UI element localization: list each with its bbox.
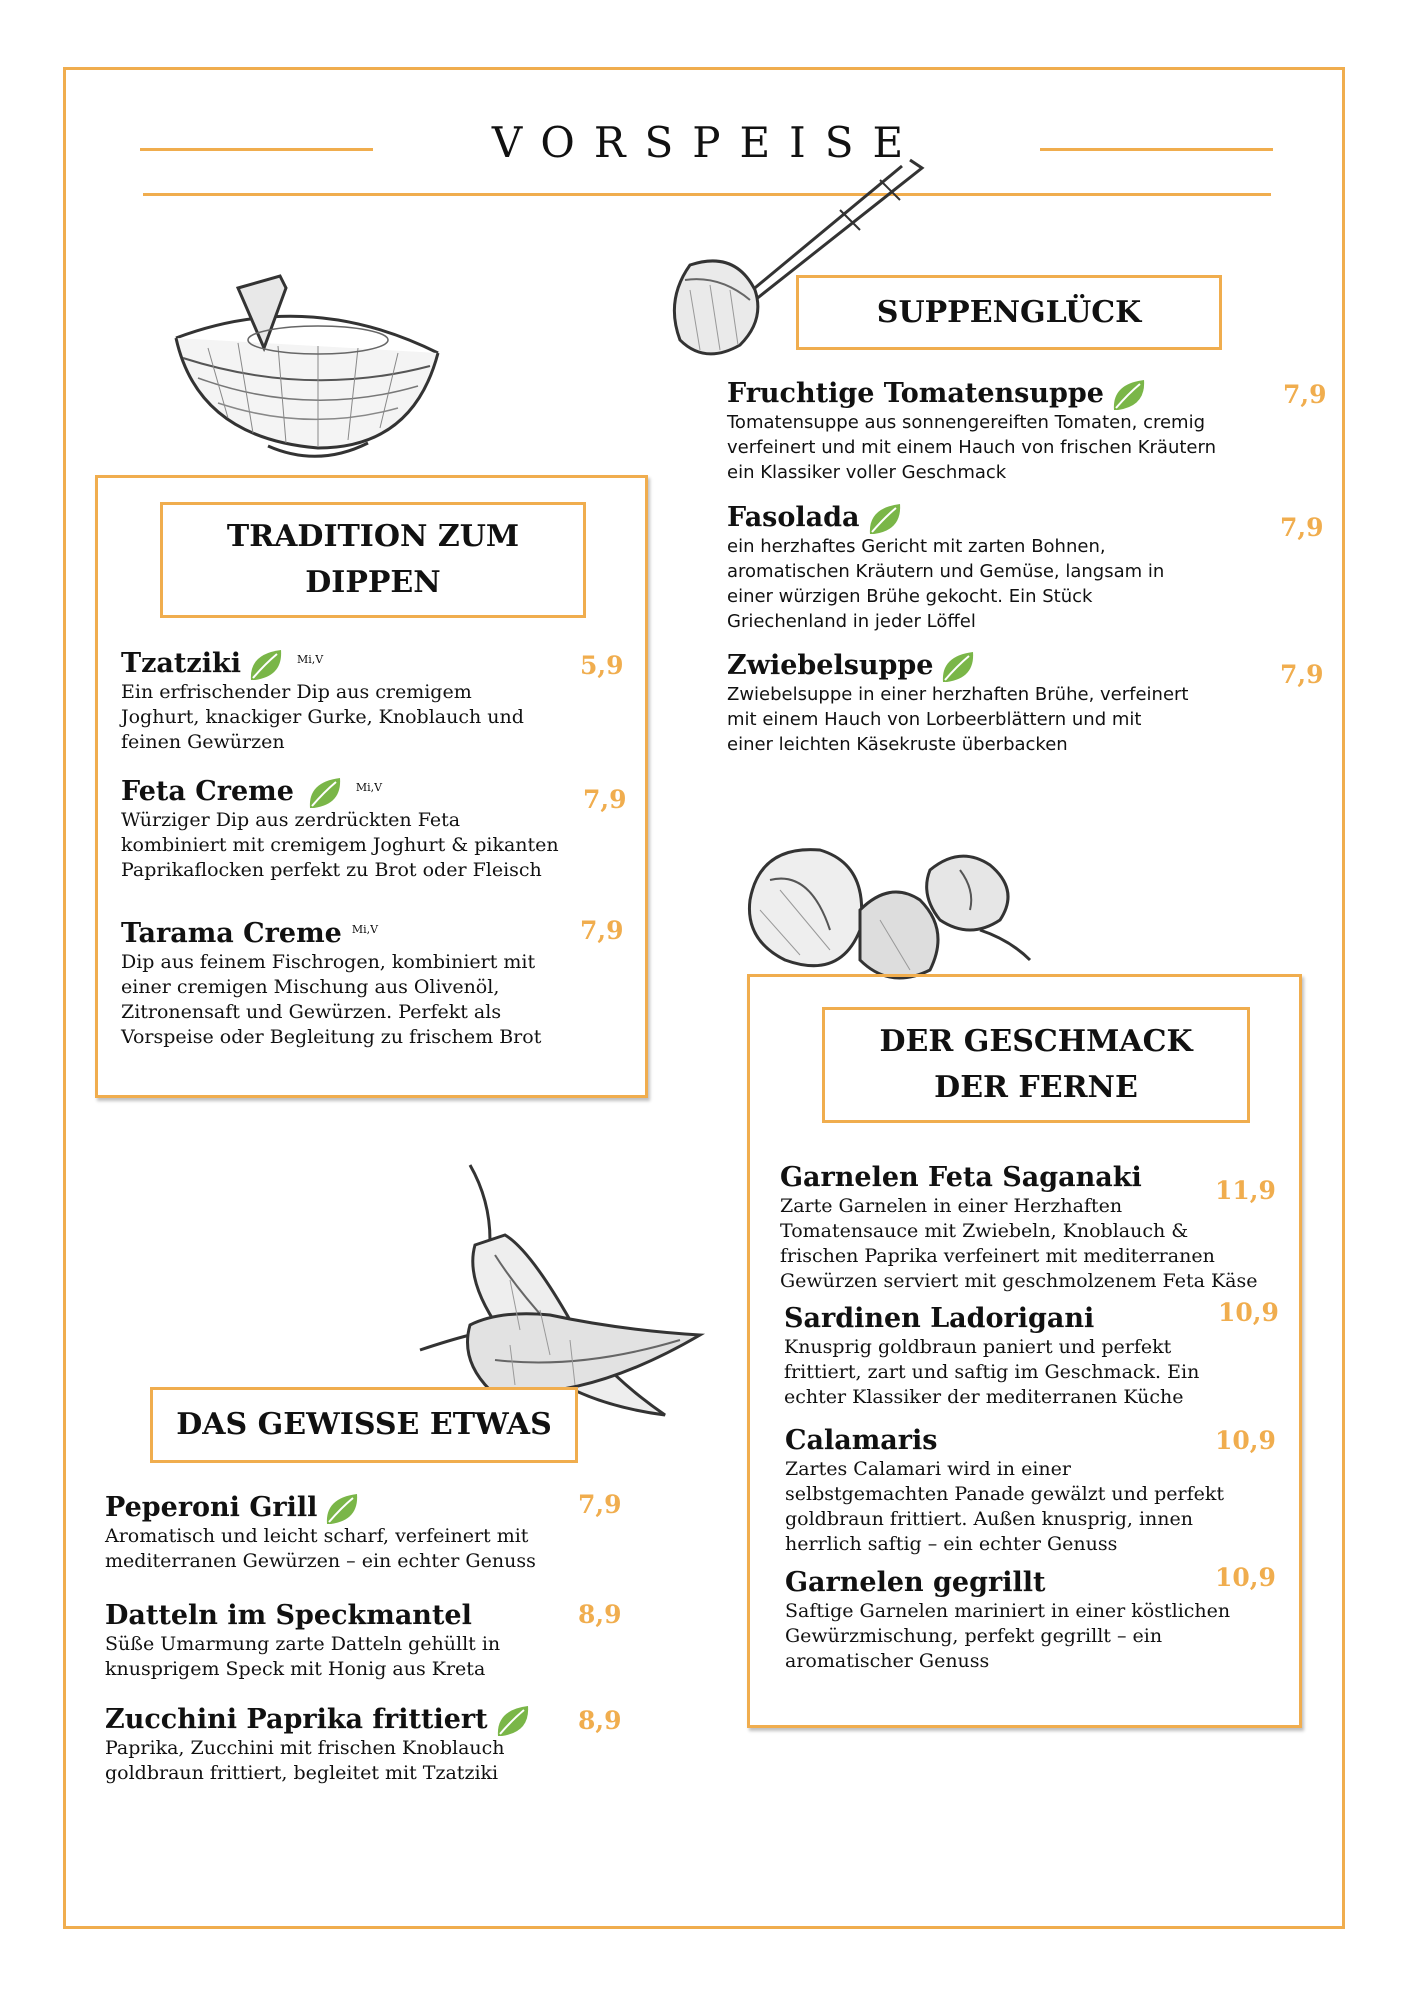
item-name: Fruchtige Tomatensuppe [727,378,1104,409]
leaf-icon [247,646,287,684]
item-description: Griechenland in jeder Löffel [727,611,976,632]
item-description: Dip aus feinem Fischrogen, kombiniert mit [121,951,536,973]
item-price: 7,9 [1280,513,1324,542]
item-price: 7,9 [1283,380,1327,409]
menu-item-datteln-im-speckmantel [105,1600,500,1682]
item-description: Süße Umarmung zarte Datteln gehüllt in [105,1633,501,1655]
leaf-icon [939,648,979,686]
allergen-label: Mi,V [351,923,379,936]
item-description: Gewürzmischung, perfekt gegrillt – ein [785,1625,1163,1647]
item-price: 5,9 [580,651,624,680]
menu-item-garnelen-feta-saganaki [780,1162,1257,1294]
item-name: Garnelen gegrillt [785,1567,1046,1598]
menu-item-tomatensuppe [727,376,1216,485]
item-description: mediterranen Gewürzen – ein echter Genuss [105,1550,536,1572]
item-description: Zartes Calamari wird in einer [785,1458,1071,1480]
item-price: 10,9 [1218,1298,1279,1327]
item-description: herrlich saftig – ein echter Genuss [785,1533,1118,1555]
item-description: Ein erfrischender Dip aus cremigem [121,681,472,703]
item-price: 8,9 [578,1706,622,1735]
suppen-heading: SUPPENGLÜCK [796,275,1222,350]
item-description: ein Klassiker voller Geschmack [727,462,1007,483]
item-description: Zitronensaft und Gewürzen. Perfekt als [121,1001,502,1023]
menu-item-fasolada [727,500,1164,634]
item-name: Garnelen Feta Saganaki [780,1162,1142,1193]
item-description: echter Klassiker der mediterranen Küche [784,1386,1184,1408]
item-description: selbstgemachten Panade gewälzt und perfekt [785,1483,1225,1505]
item-name: Feta Creme [121,776,294,807]
dippen-heading: TRADITION ZUM DIPPEN [160,502,586,618]
item-description: goldbraun frittiert. Außen knusprig, innen [785,1508,1194,1530]
item-description: Joghurt, knackiger Gurke, Knoblauch und [121,706,524,728]
page-title: VORSPEISE [491,118,923,167]
menu-item-zucchini-paprika-frittiert [105,1702,534,1786]
menu-item-tzatziki [121,644,524,755]
menu-item-calamaris [785,1425,1224,1557]
item-description: Zwiebelsuppe in einer herzhaften Brühe, verfeinert [727,684,1189,705]
item-price: 11,9 [1215,1176,1276,1205]
item-description: frittiert, zart und saftig im Geschmack. Ein [784,1361,1200,1383]
item-price: 7,9 [580,916,624,945]
item-price: 10,9 [1215,1563,1276,1592]
item-description: frischen Paprika verfeinert mit mediterranen [780,1245,1215,1267]
item-name: Sardinen Ladorigani [784,1303,1095,1334]
item-description: einer würzigen Brühe gekocht. Ein Stück [727,586,1093,607]
leaf-icon [866,500,906,538]
menu-item-zwiebelsuppe [727,648,1189,757]
item-description: Würziger Dip aus zerdrückten Feta [121,809,461,831]
item-description: Vorspeise oder Begleitung zu frischem Brot [121,1026,542,1048]
item-price: 8,9 [578,1600,622,1629]
item-price: 7,9 [578,1490,622,1519]
item-name: Fasolada [727,502,860,533]
item-name: Tzatziki [121,648,241,679]
item-name: Peperoni Grill [105,1492,318,1523]
leaf-icon [306,774,346,812]
item-description: knusprigem Speck mit Honig aus Kreta [105,1658,486,1680]
item-description: verfeinert und mit einem Hauch von frischen Kräutern [727,437,1216,458]
item-description: goldbraun frittiert, begleitet mit Tzatziki [105,1762,499,1784]
item-description: einer cremigen Mischung aus Olivenöl, [121,976,500,998]
item-description: Saftige Garnelen mariniert in einer köstlichen [785,1600,1231,1622]
item-description: ein herzhaftes Gericht mit zarten Bohnen, [727,536,1106,557]
item-name: Datteln im Speckmantel [105,1600,472,1631]
mortar-bowl-sketch [168,268,448,468]
item-description: Tomatensauce mit Zwiebeln, Knoblauch & [780,1220,1189,1242]
menu-item-sardinen-ladorigani [784,1303,1199,1410]
figs-sketch [740,840,1040,985]
leaf-icon [323,1490,363,1528]
menu-item-feta-creme [121,772,559,883]
item-description: Tomatensuppe aus sonnengereiften Tomaten, cremig [727,412,1206,433]
item-description: mit einem Hauch von Lorbeerblättern und mit [727,709,1142,730]
etwas-heading: DAS GEWISSE ETWAS [150,1387,578,1463]
item-description: Knusprig goldbraun paniert und perfekt [784,1336,1172,1358]
allergen-label: Mi,V [296,653,324,666]
item-name: Zwiebelsuppe [727,650,934,681]
item-description: Paprikaflocken perfekt zu Brot oder Fleisch [121,859,542,881]
item-description: aromatischer Genuss [785,1650,990,1672]
item-description: einer leichten Käsekruste überbacken [727,734,1068,755]
item-description: feinen Gewürzen [121,731,285,753]
item-description: Gewürzen serviert mit geschmolzenem Feta Käse [780,1270,1258,1292]
menu-item-garnelen-gegrillt [785,1567,1230,1674]
item-price: 7,9 [1280,660,1324,689]
ferne-heading: DER GESCHMACK DER FERNE [822,1007,1250,1123]
item-name: Zucchini Paprika frittiert [105,1704,488,1735]
leaf-icon [1110,376,1150,414]
item-description: Aromatisch und leicht scharf, verfeinert mit [105,1525,529,1547]
menu-item-tarama-creme [121,914,541,1050]
item-description: Paprika, Zucchini mit frischen Knoblauch [105,1737,505,1759]
item-name: Tarama Creme [121,918,342,949]
item-description: kombiniert mit cremigem Joghurt & pikanten [121,834,559,856]
item-price: 7,9 [583,785,627,814]
menu-item-peperoni-grill [105,1490,536,1574]
item-price: 10,9 [1215,1426,1276,1455]
leaf-icon [494,1702,534,1740]
item-description: Zarte Garnelen in einer Herzhaften [780,1195,1123,1217]
allergen-label: Mi,V [355,781,383,794]
item-name: Calamaris [785,1425,938,1456]
item-description: aromatischen Kräutern und Gemüse, langsam in [727,561,1165,582]
